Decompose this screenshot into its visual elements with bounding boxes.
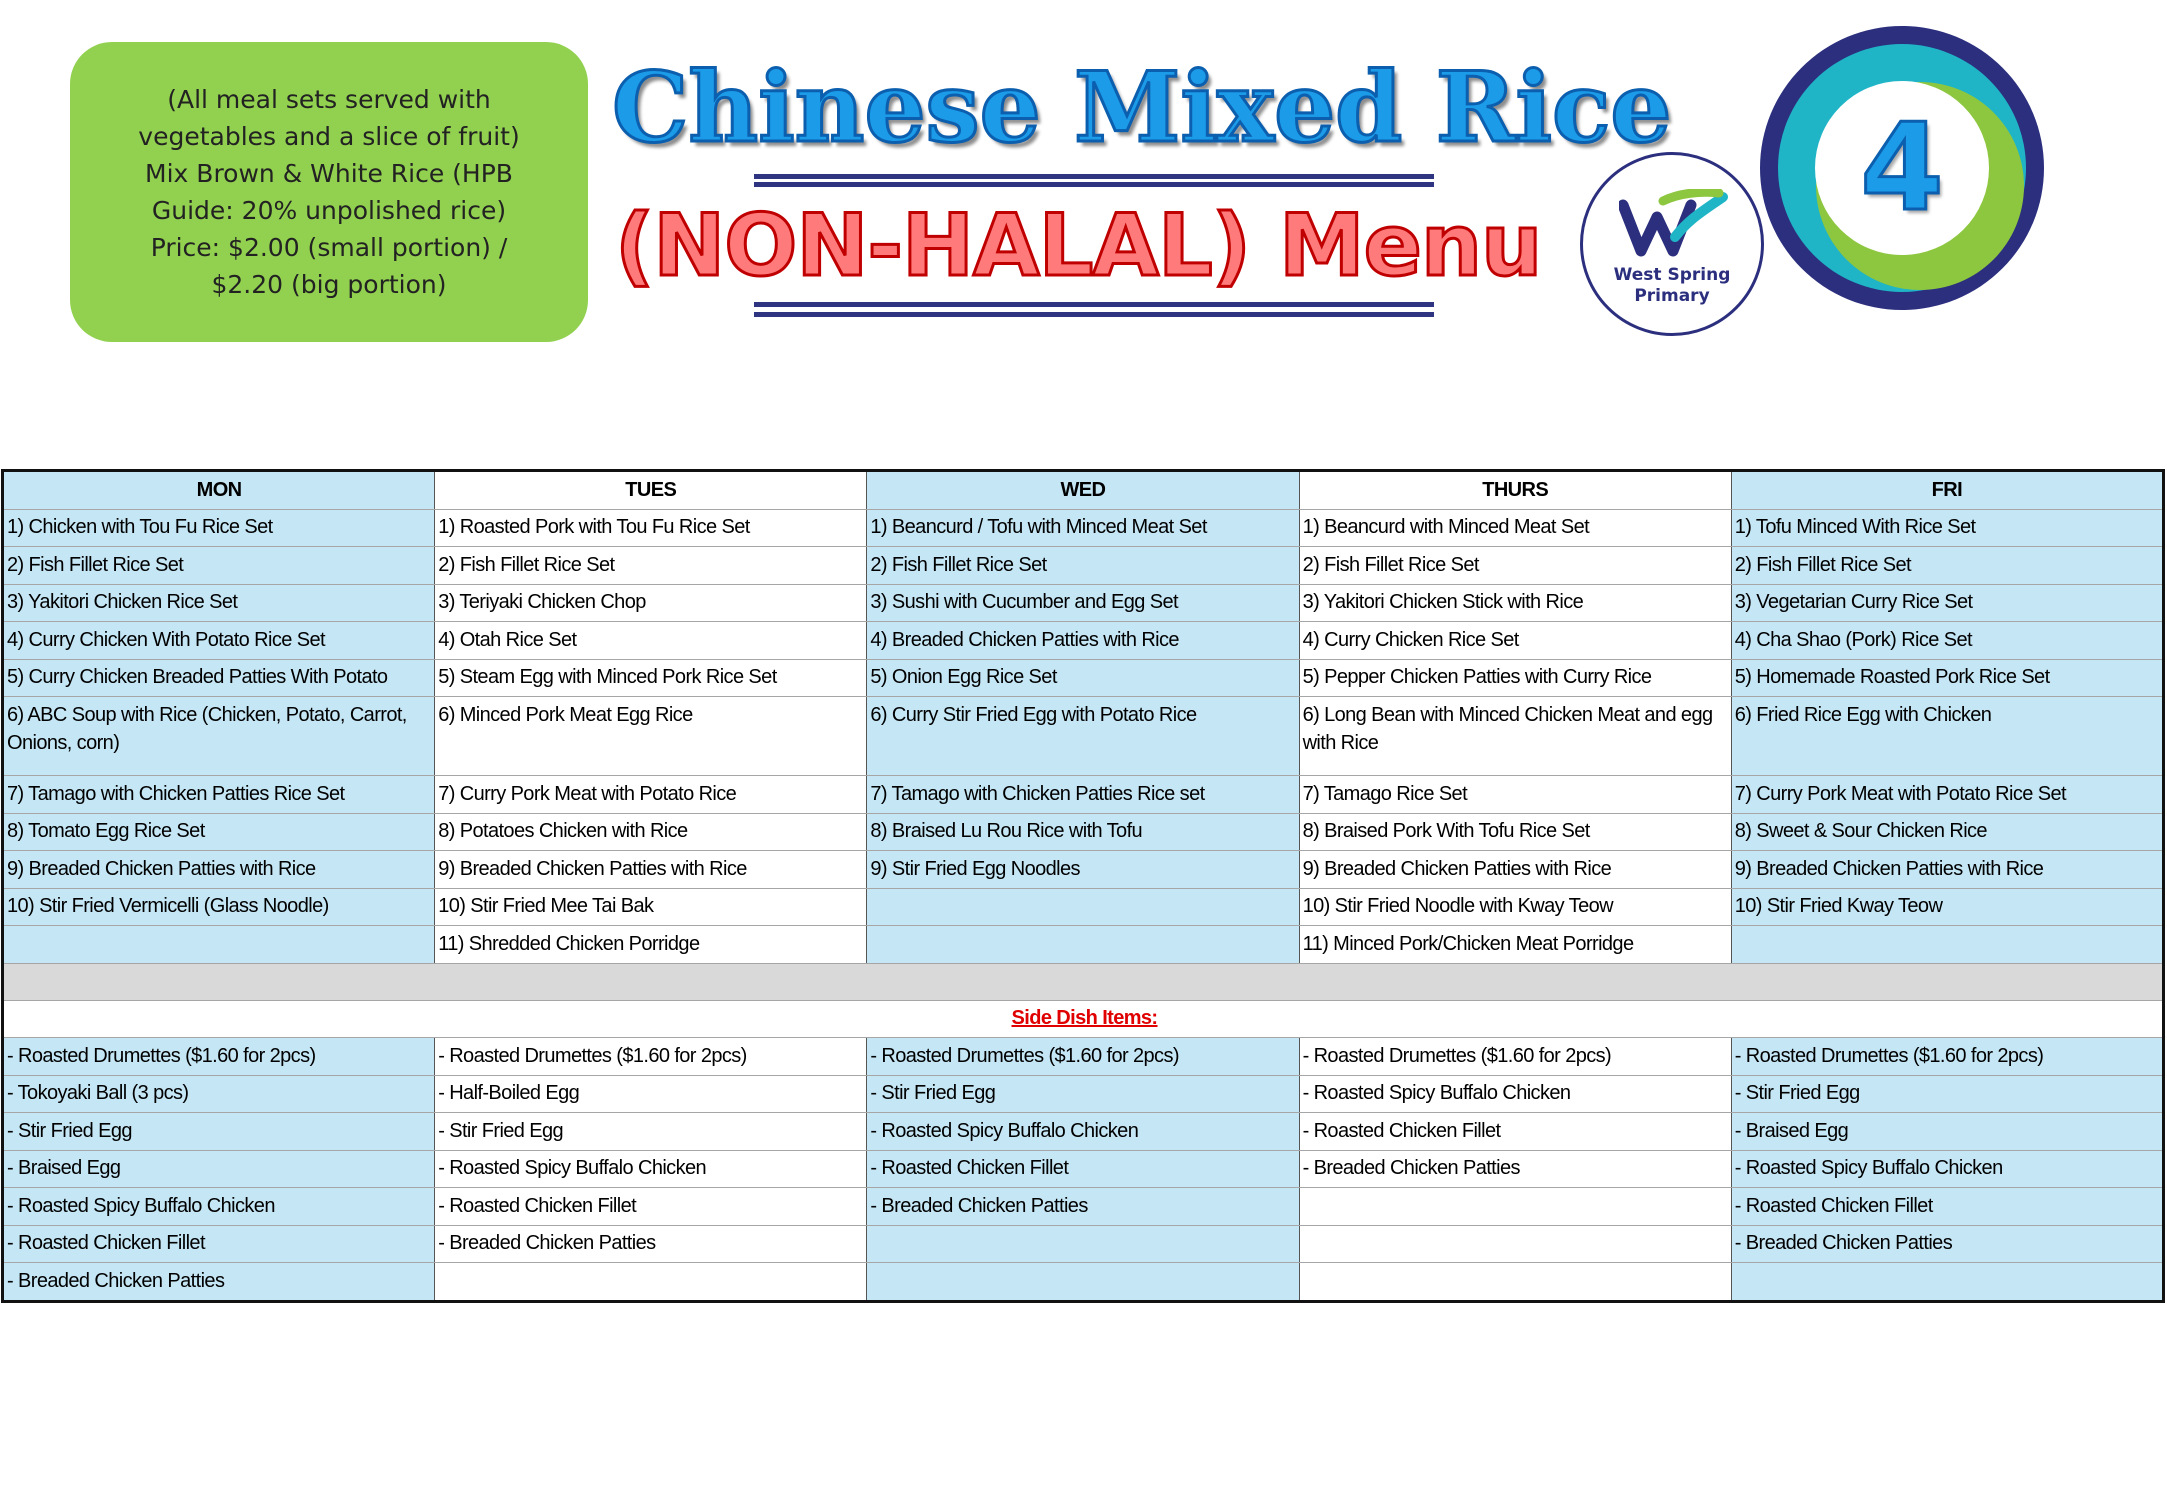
menu-cell: 3) Sushi with Cucumber and Egg Set — [867, 584, 1299, 622]
menu-cell: 3) Yakitori Chicken Rice Set — [3, 584, 435, 622]
table-row — [3, 659, 2164, 697]
menu-cell: - Roasted Chicken Fillet — [435, 1188, 867, 1226]
table-row — [3, 1113, 2164, 1151]
table-row — [3, 509, 2164, 547]
menu-cell: - Roasted Chicken Fillet — [3, 1225, 435, 1263]
menu-cell: 8) Sweet & Sour Chicken Rice — [1731, 813, 2163, 851]
menu-cell — [1299, 1188, 1731, 1226]
menu-cell: 2) Fish Fillet Rice Set — [1731, 547, 2163, 585]
menu-cell: 6) ABC Soup with Rice (Chicken, Potato, Carrot, Onions, corn) — [3, 697, 435, 776]
menu-cell: 10) Stir Fried Vermicelli (Glass Noodle) — [3, 888, 435, 926]
menu-cell: - Roasted Chicken Fillet — [1731, 1188, 2163, 1226]
menu-cell: 5) Steam Egg with Minced Pork Rice Set — [435, 659, 867, 697]
table-row — [3, 851, 2164, 889]
menu-cell: 7) Tamago with Chicken Patties Rice Set — [3, 776, 435, 814]
menu-cell: 6) Curry Stir Fried Egg with Potato Rice — [867, 697, 1299, 776]
menu-cell: 4) Cha Shao (Pork) Rice Set — [1731, 622, 2163, 660]
menu-cell: - Breaded Chicken Patties — [435, 1225, 867, 1263]
menu-cell: 3) Teriyaki Chicken Chop — [435, 584, 867, 622]
menu-cell: 7) Curry Pork Meat with Potato Rice Set — [1731, 776, 2163, 814]
menu-cell: 5) Curry Chicken Breaded Patties With Potato — [3, 659, 435, 697]
menu-cell: - Stir Fried Egg — [867, 1075, 1299, 1113]
table-row — [3, 697, 2164, 776]
menu-cell — [1299, 1263, 1731, 1302]
menu-cell: - Roasted Drumettes ($1.60 for 2pcs) — [1299, 1038, 1731, 1076]
menu-cell: 2) Fish Fillet Rice Set — [1299, 547, 1731, 585]
menu-cell — [435, 1263, 867, 1302]
menu-cell: 1) Beancurd / Tofu with Minced Meat Set — [867, 509, 1299, 547]
spacer-row — [3, 963, 2164, 1000]
menu-cell: 3) Vegetarian Curry Rice Set — [1731, 584, 2163, 622]
menu-cell: - Roasted Spicy Buffalo Chicken — [867, 1113, 1299, 1151]
menu-cell: - Stir Fried Egg — [435, 1113, 867, 1151]
menu-cell: 8) Tomato Egg Rice Set — [3, 813, 435, 851]
menu-cell: 6) Fried Rice Egg with Chicken — [1731, 697, 2163, 776]
header-fri: FRI — [1731, 471, 2163, 510]
menu-cell: 4) Curry Chicken Rice Set — [1299, 622, 1731, 660]
menu-cell: 10) Stir Fried Mee Tai Bak — [435, 888, 867, 926]
menu-cell: - Roasted Spicy Buffalo Chicken — [1299, 1075, 1731, 1113]
menu-cell: 7) Tamago Rice Set — [1299, 776, 1731, 814]
menu-cell: 3) Yakitori Chicken Stick with Rice — [1299, 584, 1731, 622]
menu-cell: 5) Homemade Roasted Pork Rice Set — [1731, 659, 2163, 697]
menu-cell — [867, 1225, 1299, 1263]
table-row — [3, 813, 2164, 851]
menu-cell: - Roasted Spicy Buffalo Chicken — [435, 1150, 867, 1188]
menu-title: Chinese Mixed Rice — [612, 51, 1672, 164]
menu-cell: - Half-Boiled Egg — [435, 1075, 867, 1113]
side-dish-heading: Side Dish Items: — [3, 1000, 2164, 1038]
menu-cell: 8) Braised Pork With Tofu Rice Set — [1299, 813, 1731, 851]
menu-cell: 11) Minced Pork/Chicken Meat Porridge — [1299, 926, 1731, 964]
menu-cell: - Breaded Chicken Patties — [3, 1263, 435, 1302]
menu-cell: - Roasted Drumettes ($1.60 for 2pcs) — [867, 1038, 1299, 1076]
week-number: 4 — [1860, 98, 1944, 238]
menu-cell: 10) Stir Fried Noodle with Kway Teow — [1299, 888, 1731, 926]
menu-cell: - Braised Egg — [1731, 1113, 2163, 1151]
header-wed: WED — [867, 471, 1299, 510]
table-row — [3, 1038, 2164, 1076]
info-line: Guide: 20% unpolished rice) — [151, 196, 507, 225]
menu-cell: 5) Pepper Chicken Patties with Curry Rice — [1299, 659, 1731, 697]
menu-cell: 6) Long Bean with Minced Chicken Meat and egg with Rice — [1299, 697, 1731, 776]
menu-cell: - Breaded Chicken Patties — [1299, 1150, 1731, 1188]
menu-subtitle: (NON-HALAL) Menu — [615, 196, 1542, 296]
menu-cell: - Braised Egg — [3, 1150, 435, 1188]
table-row — [3, 547, 2164, 585]
info-line: Price: $2.00 (small portion) / — [150, 233, 508, 262]
menu-cell: 4) Curry Chicken With Potato Rice Set — [3, 622, 435, 660]
table-row — [3, 1075, 2164, 1113]
table-row — [3, 888, 2164, 926]
menu-cell: 11) Shredded Chicken Porridge — [435, 926, 867, 964]
header-tues: TUES — [435, 471, 867, 510]
table-row — [3, 926, 2164, 964]
title-divider — [754, 302, 1434, 307]
table-row — [3, 584, 2164, 622]
menu-cell: 7) Tamago with Chicken Patties Rice set — [867, 776, 1299, 814]
menu-cell: 10) Stir Fried Kway Teow — [1731, 888, 2163, 926]
school-logo — [1580, 152, 1764, 336]
menu-cell: 1) Chicken with Tou Fu Rice Set — [3, 509, 435, 547]
menu-cell — [867, 1263, 1299, 1302]
menu-cell: - Roasted Drumettes ($1.60 for 2pcs) — [435, 1038, 867, 1076]
menu-cell: 9) Stir Fried Egg Noodles — [867, 851, 1299, 889]
menu-cell: 1) Roasted Pork with Tou Fu Rice Set — [435, 509, 867, 547]
week-badge — [1760, 26, 2044, 310]
menu-cell: 8) Braised Lu Rou Rice with Tofu — [867, 813, 1299, 851]
title-divider — [754, 312, 1434, 317]
menu-cell: 4) Breaded Chicken Patties with Rice — [867, 622, 1299, 660]
table-row — [3, 776, 2164, 814]
menu-cell: - Roasted Drumettes ($1.60 for 2pcs) — [3, 1038, 435, 1076]
menu-cell: 5) Onion Egg Rice Set — [867, 659, 1299, 697]
menu-cell: 4) Otah Rice Set — [435, 622, 867, 660]
menu-cell: - Roasted Spicy Buffalo Chicken — [3, 1188, 435, 1226]
menu-cell: - Tokoyaki Ball (3 pcs) — [3, 1075, 435, 1113]
menu-cell — [1731, 926, 2163, 964]
menu-cell: - Stir Fried Egg — [3, 1113, 435, 1151]
menu-cell: - Roasted Chicken Fillet — [1299, 1113, 1731, 1151]
menu-cell: 1) Beancurd with Minced Meat Set — [1299, 509, 1731, 547]
menu-cell: 2) Fish Fillet Rice Set — [435, 547, 867, 585]
header-mon: MON — [3, 471, 435, 510]
menu-cell: 9) Breaded Chicken Patties with Rice — [1731, 851, 2163, 889]
info-line: Mix Brown & White Rice (HPB — [145, 159, 513, 188]
table-row — [3, 1188, 2164, 1226]
menu-table — [1, 469, 2165, 1303]
title-divider — [754, 174, 1434, 179]
table-row — [3, 622, 2164, 660]
table-row — [3, 1150, 2164, 1188]
menu-cell: 9) Breaded Chicken Patties with Rice — [1299, 851, 1731, 889]
side-dish-heading-row — [3, 1000, 2164, 1038]
logo-text: West Spring — [1613, 265, 1731, 285]
menu-cell: - Roasted Chicken Fillet — [867, 1150, 1299, 1188]
menu-cell — [867, 926, 1299, 964]
table-row — [3, 1225, 2164, 1263]
menu-cell: 7) Curry Pork Meat with Potato Rice — [435, 776, 867, 814]
info-line: (All meal sets served with — [167, 85, 491, 114]
menu-cell: - Roasted Spicy Buffalo Chicken — [1731, 1150, 2163, 1188]
menu-cell: - Breaded Chicken Patties — [867, 1188, 1299, 1226]
menu-cell — [3, 926, 435, 964]
menu-cell: 1) Tofu Minced With Rice Set — [1731, 509, 2163, 547]
menu-cell: 9) Breaded Chicken Patties with Rice — [3, 851, 435, 889]
menu-cell: 6) Minced Pork Meat Egg Rice — [435, 697, 867, 776]
menu-cell — [1299, 1225, 1731, 1263]
meal-info-box — [70, 42, 588, 342]
west-spring-logo-icon — [1619, 189, 1731, 259]
menu-cell: 9) Breaded Chicken Patties with Rice — [435, 851, 867, 889]
table-row — [3, 1263, 2164, 1302]
header-thurs: THURS — [1299, 471, 1731, 510]
menu-cell: 2) Fish Fillet Rice Set — [867, 547, 1299, 585]
menu-cell: - Stir Fried Egg — [1731, 1075, 2163, 1113]
menu-cell: 2) Fish Fillet Rice Set — [3, 547, 435, 585]
menu-cell: - Roasted Drumettes ($1.60 for 2pcs) — [1731, 1038, 2163, 1076]
menu-cell — [867, 888, 1299, 926]
menu-cell: - Breaded Chicken Patties — [1731, 1225, 2163, 1263]
info-line: vegetables and a slice of fruit) — [138, 122, 520, 151]
info-line: $2.20 (big portion) — [211, 270, 447, 299]
table-header-row — [3, 471, 2164, 510]
menu-cell — [1731, 1263, 2163, 1302]
menu-cell: 8) Potatoes Chicken with Rice — [435, 813, 867, 851]
logo-text: Primary — [1634, 286, 1710, 306]
